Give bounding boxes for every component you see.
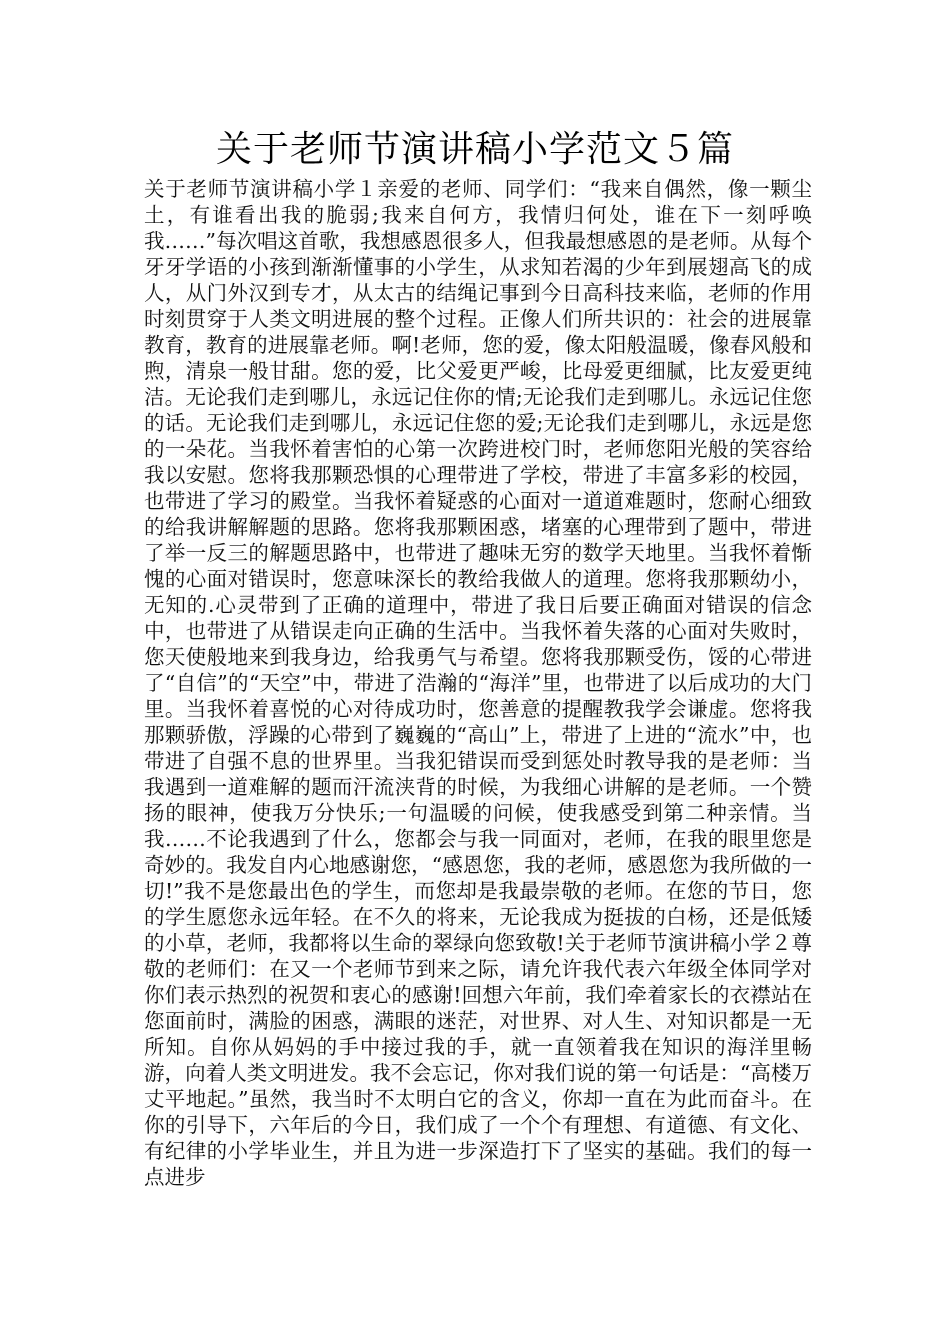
document-body	[144, 176, 812, 1190]
body-paragraph: 关于老师节演讲稿小学１亲爱的老师、同学们：“我来自偶然，像一颗尘土，有谁看出我的脆弱;我来自何方，我情归何处，谁在下一刻呼唤我……”每次唱这首歌，我想感恩很多人，但我最想感恩的是老师。从每个牙牙学语的小孩到渐渐懂事的小学生，从求知若渴的少年到展翅高飞的成人，从门外汉到专才，从太古的结绳记事到今日高科技来临，老师的作用时刻贯穿于人类文明进展的整个过程。正像人们所共识的：社会的进展靠教育，教育的进展靠老师。啊!老师，您的爱，像太阳般温暖，像春风般和煦，清泉一般甘甜。您的爱，比父爱更严峻，比母爱更细腻，比友爱更纯洁。无论我们走到哪儿，永远记住你的情;无论我们走到哪儿。永远记住您的话。无论我们走到哪儿，永远记住您的爱;无论我们走到哪儿，永远是您的一朵花。当我怀着害怕的心第一次跨进校门时，老师您阳光般的笑容给我以安慰。您将我那颗恐惧的心理带进了学校，带进了丰富多彩的校园，也带进了学习的殿堂。当我怀着疑惑的心面对一道道难题时，您耐心细致的给我讲解解题的思路。您将我那颗困惑，堵塞的心理带到了题中，带进了举一反三的解题思路中，也带进了趣味无穷的数学天地里。当我怀着惭愧的心面对错误时，您意味深长的教给我做人的道理。您将我那颗幼小，无知的.心灵带到了正确的道理中，带进了我日后要正确面对错误的信念中，也带进了从错误走向正确的生活中。当我怀着失落的心面对失败时，您天使般地来到我身边，给我勇气与希望。您将我那颗受伤，馁的心带进了“自信”的“天空”中，带进了浩瀚的“海洋”里，也带进了以后成功的大门里。当我怀着喜悦的心对待成功时，您善意的提醒教我学会谦虚。您将我那颗骄傲，浮躁的心带到了巍巍的“高山”上，带进了上进的“流水”中，也带进了自强不息的世界里。当我犯错误而受到惩处时教导我的是老师：当我遇到一道难解的题而汗流浃背的时候，为我细心讲解的是老师。一个赞扬的眼神，使我万分快乐;一句温暖的问候，使我感受到第二种亲情。当我……不论我遇到了什么，您都会与我一同面对，老师，在我的眼里您是奇妙的。我发自内心地感谢您，“感恩您，我的老师，感恩您为我所做的一切!”我不是您最出色的学生，而您却是我最崇敬的老师。在您的节日，您的学生愿您永远年轻。在不久的将来，无论我成为挺拔的白杨，还是低矮的小草，老师，我都将以生命的翠绿向您致敬!关于老师节演讲稿小学２尊敬的老师们：在又一个老师节到来之际，请允许我代表六年级全体同学对你们表示热烈的祝贺和衷心的感谢!回想六年前，我们牵着家长的衣襟站在您面前时，满脸的困惑，满眼的迷茫，对世界、对人生、对知识都是一无所知。自你从妈妈的手中接过我的手，就一直领着我在知识的海洋里畅游，向着人类文明进发。我不会忘记，你对我们说的第一句话是：“高楼万丈平地起。”虽然，我当时不太明白它的含义，你却一直在为此而奋斗。在你的引导下，六年后的今日，我们成了一个个有理想、有道德、有文化、有纪律的小学毕业生，并且为进一步深造打下了坚实的基础。我们的每一点进步	[144, 177, 812, 1189]
document-title: 关于老师节演讲稿小学范文５篇	[215, 129, 734, 170]
